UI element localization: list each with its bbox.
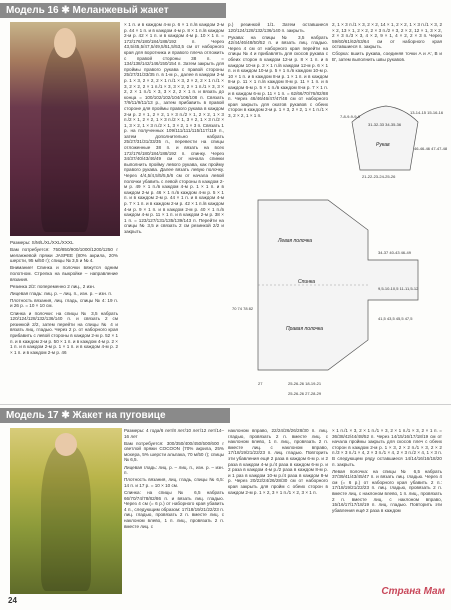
- text-paragraph: р.) резинкой 1/1. Затем оставшиеся 120/124/128/132/136/140 п. закрыть.: [228, 22, 328, 33]
- sleeve-side-label: 13-14-15 15-16-16: [410, 110, 444, 115]
- right-front-label: Правая полочка: [286, 326, 324, 332]
- model-17-title: Модель 17 ✱ Жакет на пуговице: [0, 408, 230, 423]
- text-paragraph: наклоном вправо, 22/24/26/26/28/30 п. лиц. гладью, провязать 2 п. вместе лиц. с наклоном влево, 1 п. лиц., провязать 2 п. вместе лиц. с наклоном вправо, 17/18/19/21/22/23 п. лиц. гладью. Повторить эти убавления ещё 2 раза в каждом 6-м р. и 2 раза в каждом 4-м р./4 раза в каждом 6-м р. и 2 раза в каждом 4-м р./2 раза в каждом 8-м р. и 1 раз в каждом 10-м р./4 раза в каждом 8-м р. Через 20/22/24/26/28/30 см от наборного края закрыть для пройм с обеих сторон в каждом 2-м р. 1 × 2, 3 × 1 п./1 × 2, 3 × 1 п.: [228, 428, 328, 495]
- text-paragraph: Рукава: на спицы № 3,5 набрать 42/44/46/48/50/52 п. и вязать лиц. гладью. Через 4 см от наборного края перейти на спицы № 4 и прибавлять для скосов рукава с обеих сторон в каждом 12-м р. 8 × 1 п. и в каждом 10-м р. 2 × 1 п./в каждом 12-м р. 6 × 1 п. и в каждом 10-м р. 5 × 1 п./в каждом 10-м р. 10 × 1 п. и в каждом 8-м р. 1 × 1 п. и в каждом 8-м р. 11 × 1 п./в каждом 8-м р. 11 × 1 п. и в каждом 6-м р. 5 × 1 п./в каждом 8-м р. 7 × 1 п. и в каждом 6-м р. 11 × 1 п. = 62/66/70/76/82/88 п. Через 46/46/46/47/47/48 см от наборного края закрыть для окатов рукавов с обеих сторон в каждом 2-м р. 1 × 3, 2 × 2, 1 × 1 п./1 × 3, 2 × 2, 1 × 1 п.: [228, 34, 328, 118]
- bottom-a-label: 27: [258, 381, 263, 386]
- text-paragraph: Левая полочка: на спицы № 6,5 набрать 37/39/41/43/45/47 п. и вязать лиц. гладью. Через 4 см (= 6 р.) от наборного края убавить 2 п.: 17/18/19/21/22/23 п. лиц. гладью, провязать 2 п. вместе лиц. с наклоном влево, 1 п. лиц., провязать 2 п. вместе лиц. с наклоном вправо, 15/16/17/17/18/19 п. лиц. гладью. Повторить эти убавления ещё 2 раза в каждом: [332, 468, 442, 513]
- text-paragraph: Спинка: на спицы № 6,5 набрать 66/70/74/78/82/86 п. и вязать лиц. гладью. Через 4 см (= 6 р.) от наборного края убавить 4 п., следующим образом: 17/18/19/21/22/23 п. лиц. гладью, провязать 2 п. вместе лиц. с наклоном влево, 1 п. лиц., провязать 2 п. вместе лиц. с: [124, 489, 224, 529]
- dim-c-label: 41,5 43,5 45,5 47,5: [378, 316, 413, 321]
- sleeve-name-label: Рукав: [376, 142, 390, 148]
- sleeve-width-label: 31-32-33 34-35-36: [368, 122, 402, 127]
- dim-a-label: 34-37 40-43 46-49: [378, 250, 411, 255]
- dim-b-label: 9,5-10-10,5 11-11,5-12: [378, 286, 419, 291]
- text-paragraph: Вам потребуется: 300/350/400/450/500/600 г светлой пряжи COCOON (70% акрила, 25% мохера, 5% шерсти альпака, 70 м/50 г); спицы № 6,5.: [124, 440, 224, 463]
- text-paragraph: Размеры: S/M/L/XL/XXL/XXXL: [10, 240, 74, 245]
- section-divider: [0, 404, 451, 405]
- model-17-photo: [10, 428, 122, 594]
- bottom-b-label: 25-26-26 18-19-21: [288, 381, 322, 386]
- page-number: 24: [8, 596, 17, 605]
- text-paragraph: Вам потребуется: 750/850/900/1000/1200/1250 г меланжевой пряжи JASPEE (80% акрила, 20% шерсти, 95 м/50 г); спицы № 3,5 и № 4.: [10, 247, 118, 264]
- text-paragraph: Внимание! Спинка и полочки вяжутся одним полотном. Стрелка на выкройке – направление вязания.: [10, 265, 118, 282]
- text-paragraph: × 1 п. и в каждом 4-м р. 6 × 1 п./в каждом 2-м р. 44 × 1 п. и в каждом 4-м р. 8 × 1 п./в каждом 2-м р. 42 × 1 п. и в каждом 4-м р. 10 × 1 п. = 172/176/180/184/188/192 п. Через 43,5/45,5/47,5/49,5/51,5/53,5 см от наборного края для воротника и правого плеча отложить с правой стороны 38 п. = 134/138/142/146/150/154 п. Затем закрыть для проймы правого рукава с правой стороны 25/27/31/33/35 п. в 1-м р., далее в каждом 2-м р. 1 × 3, 2 × 2, 2 × 1 п./1 × 3, 2 × 2, 2 × 1 п./1 × 3, 2 × 2, 2 × 1 п./1 × 3, 3 × 2, 2 × 1 п./1 × 3, 3 × 2, 2 × 1 п./1 × 3, 3 × 2, 2 × 1 п. и вязать до конца = 100/102/102/104/106/108 п. Связать 7/9/11/9/11/13 р., затем прибавить в правой стороне для проймы правого рукава в каждом 2-м р. 2 × 1, 2 × 2, 1 × 3 п./2 × 1, 2 × 2, 1 × 3 п./2 × 1, 2 × 2, 1 × 3 п./2 × 1, 3 × 2, 1 × 3 п./2 × 1, 3 × 2, 1 × 3 п./2 × 1, 3 × 2, 1 × 3 п. Связать 1 р. на полученных 109/111/111/115/117/119 п., затем дополнительно набрать 25/27/31/31/33/35 п., перевести на спицы отложенные 38 п. и вязать на всех 172/176/180/184/188/192 п. спинку. Через 34/37/40/43/46/49 см от начала спинки выполнить пройму левого рукава, как пройму правого рукава. Далее вязать левую полочку. Через 4/4,5/4,5/5/5,5/6 см от начала левой полочки убавить с левой стороны в каждом 2-м р. 49 × 1 п./в каждом 4-м р. 1 × 1 п. и в каждом 2-м р. 46 × 1 п./в каждом 4-м р. 5 × 1 п. и в каждом 2-м р. 44 × 1 п. и в каждом 4-м р. 7 × 1 п. и в каждом 2-м р. 42 × 1 п./в каждом 4-м р. 9 × 1 п. и в каждом 2-м р. 40 × 1 п./в каждом 4-м р. 11 × 1 п. и в каждом 2-м р. 38 × 1 п. = 123/127/131/135/139/143 п. Перейти на спицы № 3,5 и связать 2 см резинкой 2/2 и закрыть.: [124, 22, 224, 234]
- dim-d-label: 70 74 78 82: [232, 306, 254, 311]
- photo-figure: [41, 43, 89, 231]
- watermark-logo: Страна Мам: [381, 586, 445, 597]
- text-paragraph: Размеры: 4 года/6 лет/8 лет/10 лет/12 лет/14–16 лет: [124, 428, 224, 439]
- model-16-text-col4: [332, 22, 442, 102]
- sleeve-bottom-label: 21-22-23-24-25-26: [362, 174, 396, 179]
- model-16-title: Модель 16 ✱ Меланжевый жакет: [0, 3, 226, 18]
- text-paragraph: Спинка и полочки: на спицы № 3,5 набрать 120/124/128/132/136/140 п. и связать 2 см резинкой 2/2, затем перейти на спицы № 4 и вязать лиц. гладью. Через 2 р. от наборного края прибавить с левой стороны в каждом 2-м р. 52 × 1 п. и в каждом 2-м р. 50 × 1 п. и в каждом 4-м р. 2 × 1 п. и в каждом 2-м р. 1 × 1 п. и в каждом 4-м р. 2 × 1 п. и в каждом 2-м р. 46: [10, 310, 118, 355]
- photo-figure: [41, 445, 90, 591]
- sleeve-schematic: [338, 100, 448, 180]
- model-17-text-col1: [124, 428, 224, 598]
- model-16-text-col2: [124, 22, 224, 405]
- text-paragraph: Резинка 2/2: попеременно 2 лиц., 2 изн.: [10, 283, 96, 289]
- bottom-c-label: 25-26-26 27-28-29: [288, 391, 322, 396]
- model-16-text-col3: [228, 22, 328, 187]
- sleeve-top-label: 7-8-9-9-9-9: [340, 114, 361, 119]
- model-17-text-col2: [228, 428, 328, 598]
- text-paragraph: Лицевая гладь: лиц. р. – лиц. п., изн. р. – изн. п.: [10, 290, 113, 296]
- left-front-label: Левая полочка: [278, 238, 313, 244]
- body-schematic: [228, 190, 442, 405]
- back-label: Спинка: [298, 279, 316, 285]
- text-paragraph: Плотность вязания, лиц. гладь, спицы № 6,5: 14 п. и 17 р. = 10 × 10 см.: [124, 477, 224, 488]
- sleeve-height-label: 46-46-46 47-47-48: [414, 146, 448, 151]
- text-paragraph: Лицевая гладь: лиц. р. – лиц. п., изн. р. – изн. п.: [124, 464, 224, 476]
- text-paragraph: Плотность вязания, лиц. гладь, спицы № 4: 19 п. и 26 р. = 10 × 10 см.: [10, 297, 118, 309]
- model-16-photo: [10, 22, 120, 236]
- text-paragraph: × 1 п./1 × 3, 2 × 1 п./1 × 3, 2 × 1 п./1 × 3, 2 × 1 п. = 36/38/42/44/48/52 п. Через 14/15/16/17/18/19 см от начала проймы закрыть для скосов плеч с обеих сторон в каждом 2-м р. 1 × 3, 2 × 2 п./1 × 3, 2 × 2 п./3 × 3 п./1 × 4, 2 × 3 п./1 × 4, 2 × 3 п./2 × 4, 1 × 3 п. В следующем ряду оставшиеся 14/14/16/16/18/20 п. закрыть.: [332, 428, 442, 467]
- model-16-text-col1: [10, 240, 118, 405]
- text-paragraph: 2, 1 × 3 п./1 × 3, 2 × 2, 14 × 1, 2 × 2, 1 × 3 п./1 × 3, 2 × 2, 13 × 1, 2 × 2, 2 × 3 п./2 × 3, 2 × 2, 12 × 1, 3 × 2, 2 × 3 п./3 × 3, 4 × 2, 9 × 1, 4 × 2, 2 × 3 п. Через 59/60/61/62/63/64 см от наборного края оставшиеся п. закрыть.: [332, 22, 442, 50]
- text-paragraph: Сборка: вшить рукава, соединяя точки A и A', B и B', затем выполнить швы рукавов.: [332, 51, 442, 63]
- model-17-text-col3: [332, 428, 442, 598]
